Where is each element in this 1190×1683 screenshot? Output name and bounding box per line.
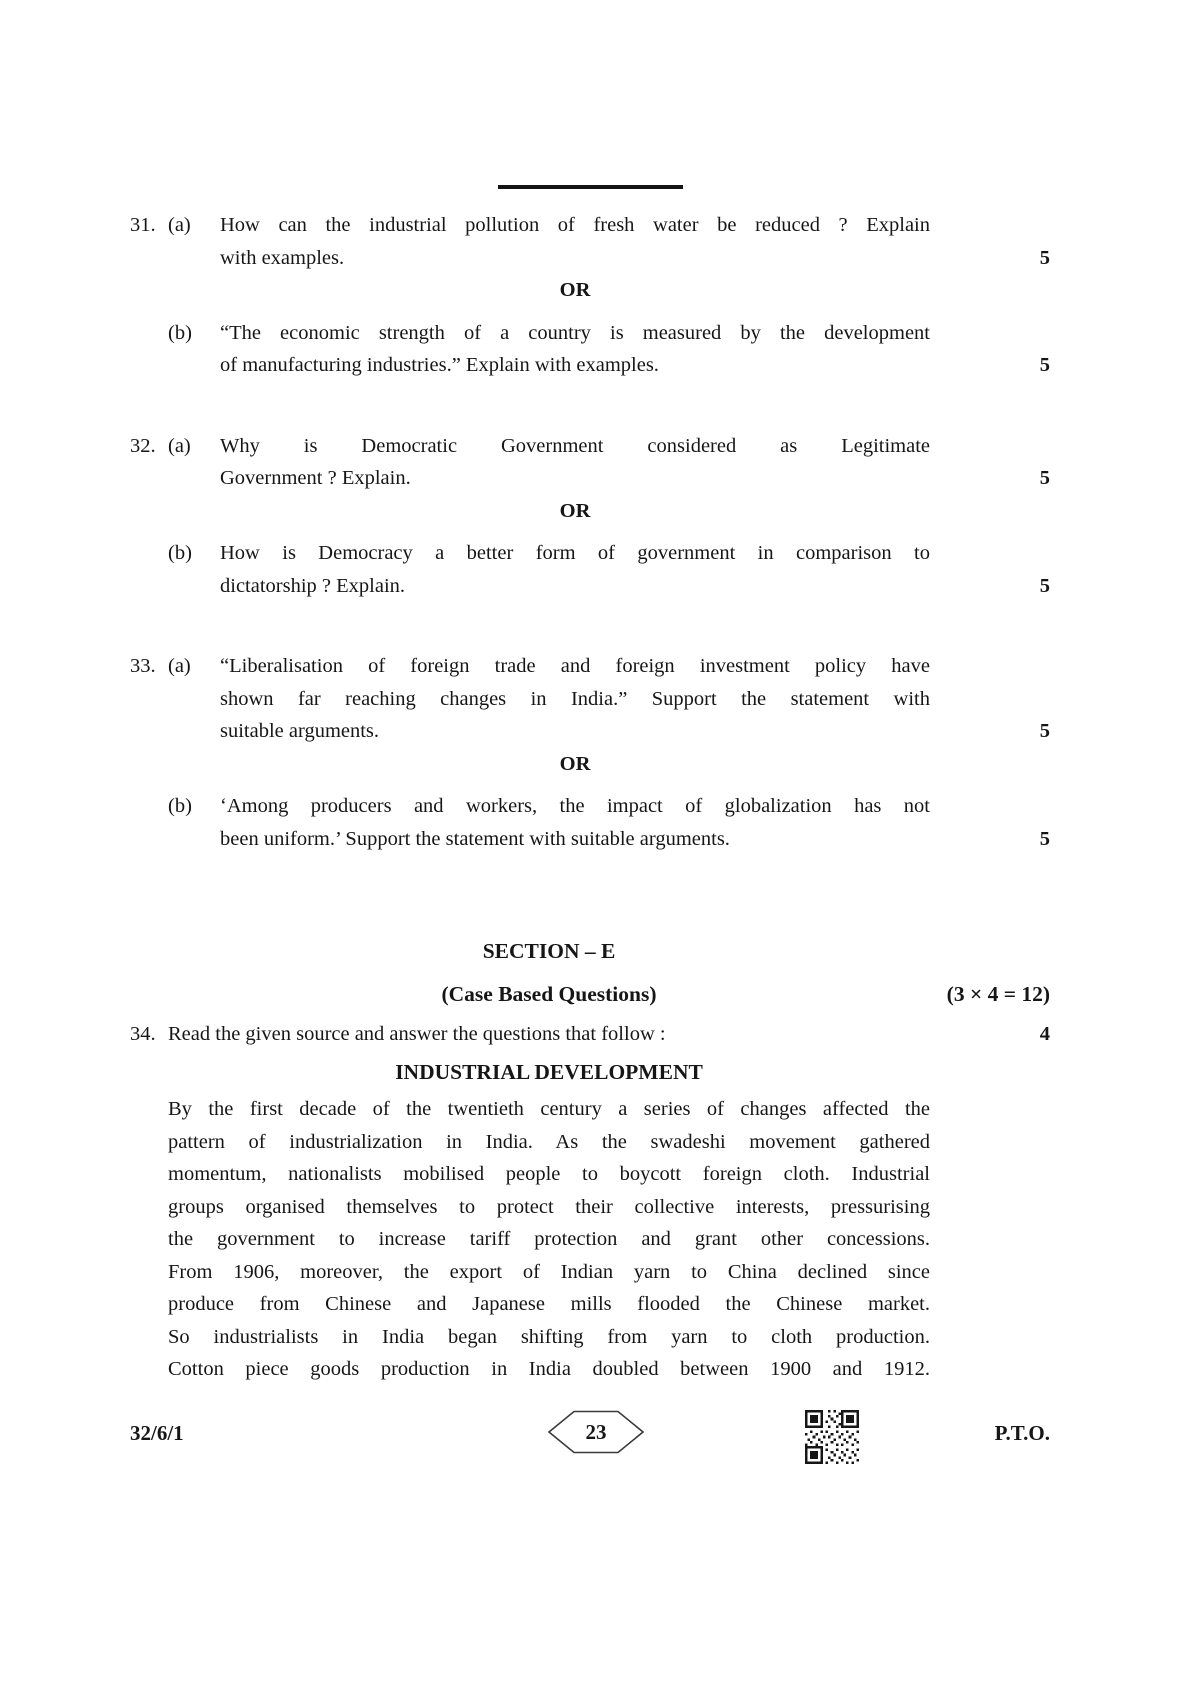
marks-value: 5 [1039,720,1050,742]
question-31 [130,209,1050,382]
question-line: Government ? Explain. [220,467,411,489]
part-text [220,537,930,602]
part-text [220,430,930,495]
question-line: How is Democracy a better form of government in comparison to [220,542,930,564]
part-label: (a) [168,655,191,677]
question-number: 31. [130,214,156,236]
question-32-part-b [130,537,1050,602]
question-line: “The economic strength of a country is measured by the development [220,321,930,344]
or-separator: OR [559,279,591,301]
question-line: “Liberalisation of foreign trade and foreign investment policy have [220,655,930,677]
question-line: suitable arguments. [220,720,380,742]
part-text [220,790,930,855]
part-label: (b) [168,321,192,344]
section-subtitle-row [130,978,1050,1011]
question-33-part-a [130,650,1050,748]
section-e [130,935,1050,1010]
paragraph-line: produce from Chinese and Japanese mills flooded the Chinese market. [168,1293,930,1315]
question-line: shown far reaching changes in India.” Support the statement with [220,687,930,710]
marks-value: 5 [1039,246,1050,269]
paragraph-line: momentum, nationalists mobilised people to boycott foreign cloth. Industrial [168,1163,930,1185]
paragraph-line: the government to increase tariff protection and grant other concessions. [168,1228,930,1250]
page-number-badge [548,1410,644,1454]
part-label: (a) [168,434,191,457]
question-line: with examples. [220,246,345,269]
question-line: of manufacturing industries.” Explain with examples. [220,354,659,376]
marks-value: 4 [1039,1023,1050,1045]
question-line: been uniform.’ Support the statement with suitable arguments. [220,827,730,850]
question-line: Why is Democratic Government considered as Legitimate [220,434,930,457]
section-subtitle: (Case Based Questions) [441,981,657,1006]
question-number: 34. [130,1023,156,1045]
paragraph-line: From 1906, moreover, the export of Indian yarn to China declined since [168,1260,930,1283]
question-prompt: Read the given source and answer the questions that follow : [168,1023,666,1045]
paragraph-line: groups organised themselves to protect their collective interests, pressurising [168,1195,930,1218]
case-study-paragraph [168,1093,930,1386]
question-34 [130,1018,1050,1051]
question-line: dictatorship ? Explain. [220,574,406,597]
paragraph-line: So industrialists in India began shifting from yarn to cloth production. [168,1325,930,1348]
or-separator: OR [559,752,591,775]
question-31-part-a [130,209,1050,274]
qr-code-icon [805,1410,859,1464]
question-line: ‘Among producers and workers, the impact of globalization has not [220,795,930,817]
part-label: (b) [168,542,192,564]
part-text [220,209,930,274]
section-marks-scheme: (3 × 4 = 12) [946,981,1050,1006]
section-title: SECTION – E [482,939,616,963]
pto-label: P.T.O. [994,1421,1050,1445]
question-line: How can the industrial pollution of fresh water be reduced ? Explain [220,214,930,236]
part-label: (a) [168,214,191,236]
question-number [130,317,168,382]
question-32 [130,430,1050,603]
page-content [130,0,1050,1386]
question-number [130,537,168,602]
top-divider [498,185,683,189]
paragraph-line: Cotton piece goods production in India doubled between 1900 and 1912. [168,1358,930,1380]
paragraph-line: pattern of industrialization in India. As the swadeshi movement gathered [168,1130,930,1153]
question-33-part-b [130,790,1050,855]
marks-value: 5 [1039,354,1050,376]
or-separator: OR [559,499,591,522]
marks-value: 5 [1039,574,1050,597]
part-text [220,650,930,748]
question-number: 33. [130,655,156,677]
case-study-title: INDUSTRIAL DEVELOPMENT [395,1059,703,1084]
paper-code: 32/6/1 [130,1421,184,1445]
question-number: 32. [130,434,156,457]
marks-value: 5 [1039,827,1050,850]
question-number [130,790,168,855]
question-33 [130,650,1050,855]
part-text [220,317,930,382]
part-label: (b) [168,795,192,817]
page-footer [130,1408,1050,1468]
page-number: 23 [585,1419,607,1444]
paragraph-line: By the first decade of the twentieth century a series of changes affected the [168,1098,930,1120]
marks-value: 5 [1039,467,1050,489]
question-31-part-b [130,317,1050,382]
question-32-part-a [130,430,1050,495]
